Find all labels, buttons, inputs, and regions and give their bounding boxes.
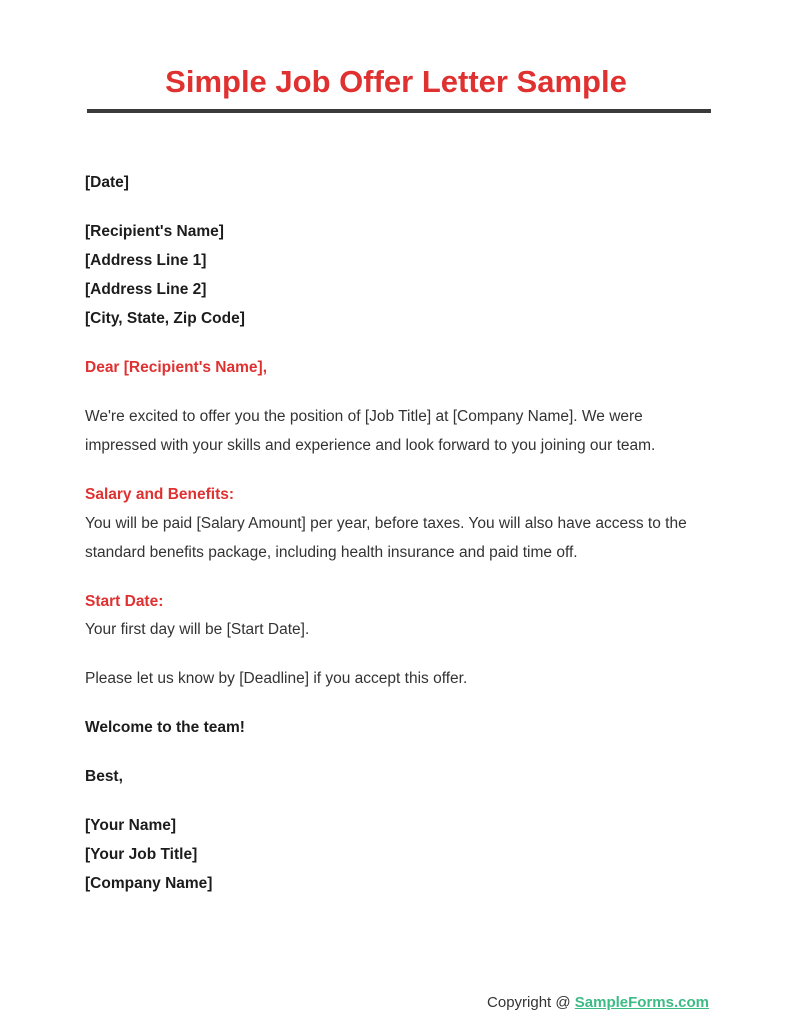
salutation: Dear [Recipient's Name],	[85, 359, 267, 376]
deadline-paragraph: Please let us know by [Deadline] if you accept this offer.	[85, 670, 468, 687]
salary-paragraph-line-2: standard benefits package, including health insurance and paid time off.	[85, 544, 578, 561]
closing: Best,	[85, 768, 123, 785]
intro-paragraph-line-1: We're excited to offer you the position of [Job Title] at [Company Name]. We were	[85, 408, 643, 425]
recipient-address-line-1: [Address Line 1]	[85, 252, 207, 269]
signature-name: [Your Name]	[85, 817, 177, 834]
title-divider	[87, 109, 711, 113]
salary-heading: Salary and Benefits:	[85, 486, 235, 503]
salary-paragraph-line-1: You will be paid [Salary Amount] per year, before taxes. You will also have access to the	[85, 515, 687, 532]
signature-company: [Company Name]	[85, 875, 213, 892]
brand-link[interactable]: SampleForms.com	[574, 994, 709, 1011]
recipient-name: [Recipient's Name]	[85, 223, 224, 240]
page-title: Simple Job Offer Letter Sample	[165, 64, 627, 99]
start-date-paragraph: Your first day will be [Start Date].	[85, 621, 310, 638]
recipient-address-line-2: [Address Line 2]	[85, 281, 207, 298]
recipient-city-state-zip: [City, State, Zip Code]	[85, 310, 245, 327]
copyright-text: Copyright @	[487, 994, 575, 1011]
signature-job-title: [Your Job Title]	[85, 846, 198, 863]
intro-paragraph-line-2: impressed with your skills and experience and look forward to you joining our team.	[85, 437, 656, 454]
welcome-line: Welcome to the team!	[85, 719, 245, 736]
footer-copyright	[487, 993, 709, 1013]
letter-date: [Date]	[85, 174, 129, 191]
start-date-heading: Start Date:	[85, 593, 164, 610]
